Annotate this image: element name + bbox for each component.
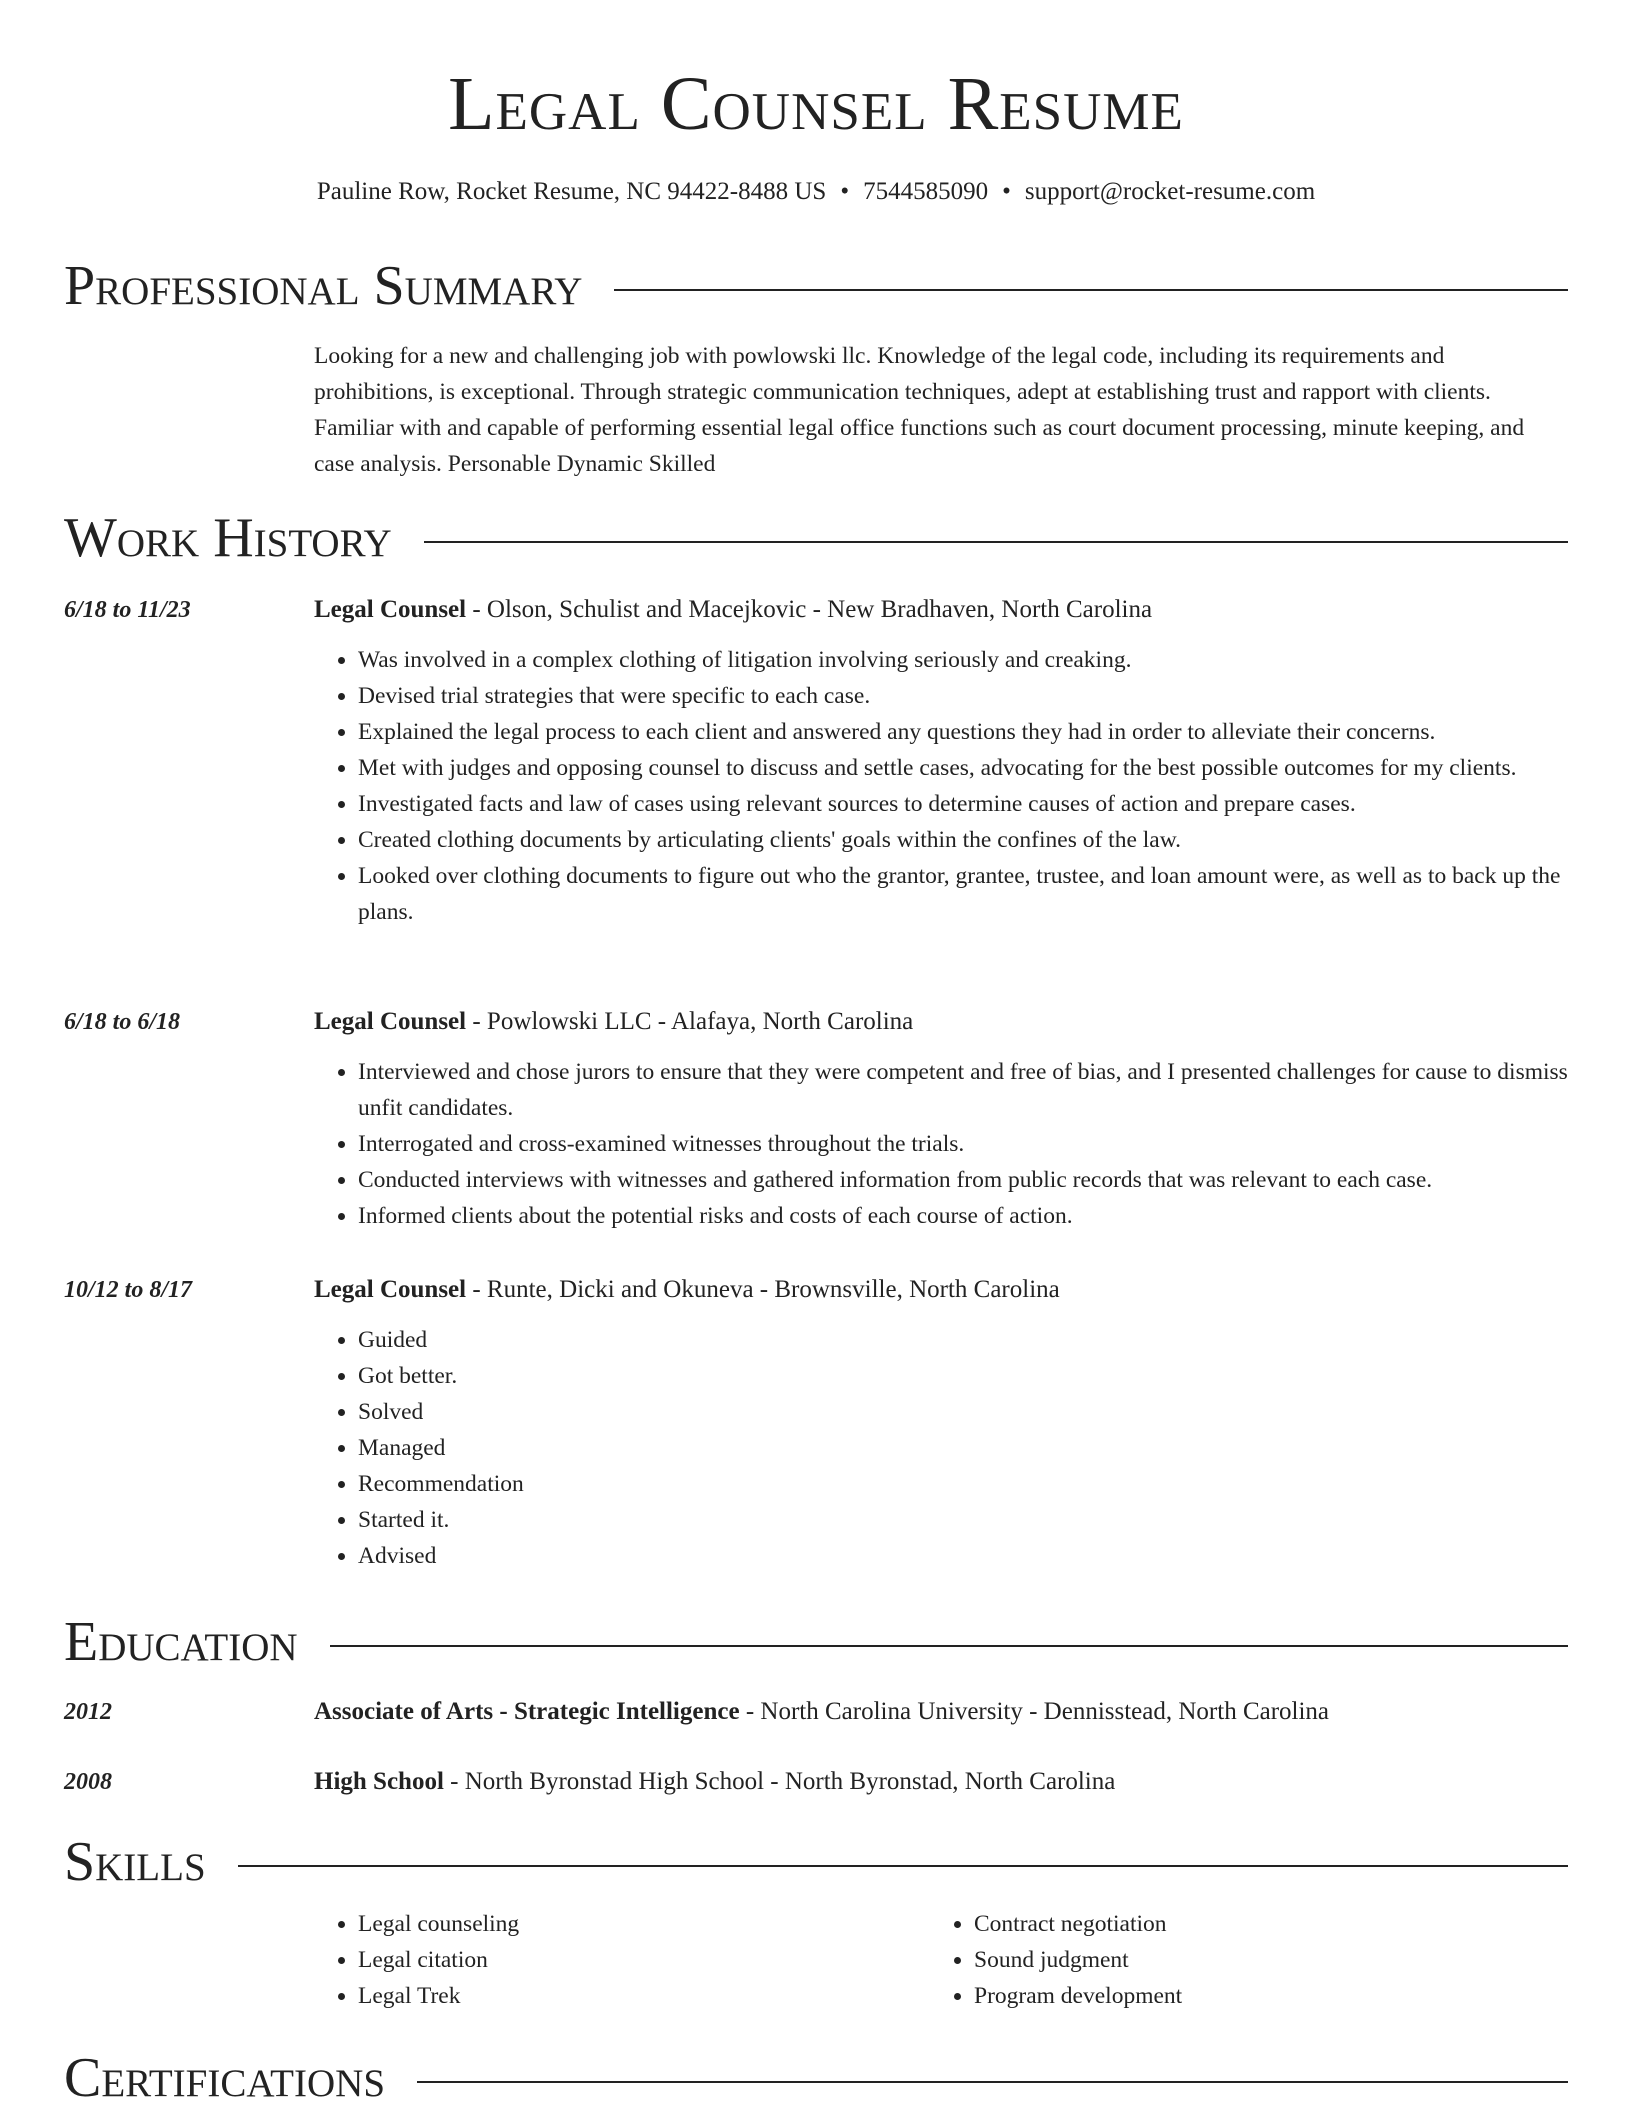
section-title: Work History [64,507,392,569]
skills-column [314,1906,519,2014]
contact-line [0,176,1632,208]
skill-item: • Legal citation [358,1942,519,1978]
list-item: • Advised [358,1538,1568,1574]
school-details: - North Carolina University - Dennisstead, North Carolina [739,1698,1330,1725]
work-bullets [314,1054,1568,1234]
education-content [314,1764,1568,1800]
list-item: • Investigated facts and law of cases using relevant sources to determine causes of action and prepare cases. [358,786,1568,822]
contact-email: support@rocket-resume.com [1024,178,1316,205]
work-bullets [314,642,1568,930]
list-item: • Created clothing documents by articulating clients' goals within the confines of the law. [358,822,1568,858]
list-item: • Informed clients about the potential risks and costs of each course of action. [358,1198,1568,1234]
resume-title: Legal Counsel Resume [448,62,1184,146]
section-title: Education [64,1611,298,1673]
job-details: - Runte, Dicki and Okuneva - Brownsville, North Carolina [466,1276,1060,1303]
job-title: Legal Counsel [314,596,467,623]
work-content [314,1004,1568,1234]
list-item: • Interviewed and chose jurors to ensure that they were competent and free of bias, and I presented challenges for cause to dismiss unfit candidates. [358,1054,1568,1126]
list-item: • Conducted interviews with witnesses and gathered information from public records that was relevant to each case. [358,1162,1568,1198]
work-heading [314,1272,1568,1308]
section-heading-skills [64,1830,1568,1894]
contact-address: Pauline Row, Rocket Resume, NC 94422-8488 US [316,178,827,205]
contact-separator: • [840,178,850,205]
skill-item: • Contract negotiation [974,1906,1182,1942]
contact-separator: • [1002,178,1011,205]
job-details: - Powlowski LLC - Alafaya, North Carolina [466,1008,914,1035]
skill-item: • Program development [974,1978,1182,2014]
section-heading-summary [64,254,1568,318]
skill-item: • Legal counseling [358,1906,519,1942]
list-item: • Managed [358,1430,1568,1466]
section-title: Certifications [64,2047,386,2109]
work-dates: 6/18 to 11/23 [64,597,191,623]
work-bullets [314,1322,1568,1574]
section-rule [614,289,1568,291]
list-item: • Explained the legal process to each client and answered any questions they had in order to alleviate their concerns. [358,714,1568,750]
education-heading [314,1694,1568,1730]
school-details: - North Byronstad High School - North Byronstad, North Carolina [443,1768,1116,1795]
list-item: • Started it. [358,1502,1568,1538]
contact-phone: 7544585090 [863,178,989,205]
work-content [314,592,1568,930]
education-year: 2008 [64,1769,112,1795]
job-title: Legal Counsel [314,1008,467,1035]
education-heading [314,1764,1568,1800]
section-heading-education [64,1610,1568,1674]
work-content [314,1272,1568,1574]
section-rule [238,1865,1568,1867]
list-item: • Met with judges and opposing counsel to discuss and settle cases, advocating for the best possible outcomes for my clients. [358,750,1568,786]
section-rule [330,1645,1568,1647]
section-rule [417,2081,1568,2083]
degree: Associate of Arts - Strategic Intelligence [314,1698,740,1725]
list-item: • Recommendation [358,1466,1568,1502]
skill-item: • Sound judgment [974,1942,1182,1978]
list-item: • Got better. [358,1358,1568,1394]
list-item: • Was involved in a complex clothing of litigation involving seriously and creaking. [358,642,1568,678]
list-item: • Guided [358,1322,1568,1358]
section-title: Skills [64,1831,206,1893]
job-title: Legal Counsel [314,1276,467,1303]
list-item: • Solved [358,1394,1568,1430]
skills-column [930,1906,1182,2014]
list-item: • Interrogated and cross-examined witnesses throughout the trials. [358,1126,1568,1162]
work-heading [314,592,1568,628]
skill-item: • Legal Trek [358,1978,519,2014]
work-dates: 10/12 to 8/17 [64,1277,193,1303]
education-year: 2012 [64,1699,112,1725]
list-item: • Looked over clothing documents to figure out who the grantor, grantee, trustee, and loan amount were, as well as to back up the plans. [358,858,1568,930]
section-rule [424,541,1568,543]
section-heading-work-history [64,506,1568,570]
degree: High School [314,1768,444,1795]
work-heading [314,1004,1568,1040]
job-details: - Olson, Schulist and Macejkovic - New Bradhaven, North Carolina [466,596,1153,623]
summary-text: Looking for a new and challenging job with powlowski llc. Knowledge of the legal code, including its requirements and prohibitions, is exceptional. Through strategic communication techniques, adept at establishing trust and rapport with clients. Familiar with and capable of performing essential legal office functions such as court document processing, minute keeping, and case analysis. Personable Dynamic Skilled [314,343,1525,477]
section-title: Professional Summary [64,255,583,317]
education-content [314,1694,1568,1730]
section-heading-certifications [64,2046,1568,2110]
work-dates: 6/18 to 6/18 [64,1009,181,1035]
list-item: • Devised trial strategies that were specific to each case. [358,678,1568,714]
